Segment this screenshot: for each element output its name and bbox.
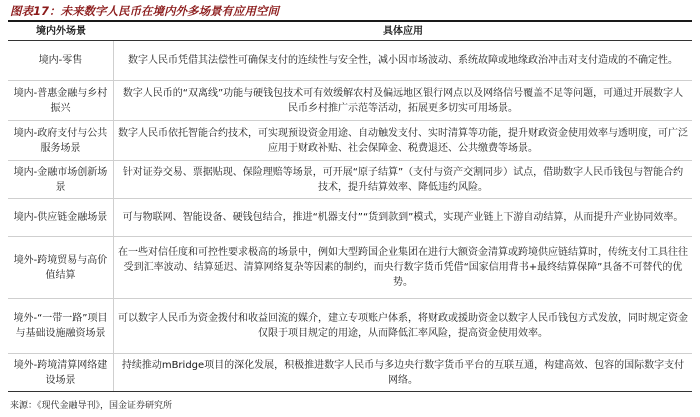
row-application: 在一些对信任度和可控性要求极高的场景中，例如大型跨国企业集团在进行大额资金清算或跨境供应链结算时，传统支付工具往往受到汇率波动、结算延迟、清算网络复杂等因素的制约，而央行数字货币凭借“国家信用背书+最终结算保障”具备不可替代的优势。 bbox=[118, 247, 688, 288]
row-scene: 境外-跨境清算网络建设场景 bbox=[8, 354, 114, 391]
table-row bbox=[8, 41, 692, 81]
row-scene: 境内-供应链金融场景 bbox=[8, 199, 114, 236]
row-scene: 境外-“一带一路”项目与基础设施融资场景 bbox=[8, 299, 114, 353]
row-application: 持续推动mBridge项目的深化发展，积极推进数字人民币与多边央行数字货币平台的互联互通，构建高效、包容的国际数字支付网络。 bbox=[121, 359, 685, 386]
row-application: 可以数字人民币为资金拨付和收益回流的媒介，建立专项账户体系，将财政或援助资金以数字人民币钱包方式发放，同时规定资金仅限于项目规定的用途，从而降低汇率风险，提高资金使用效率。 bbox=[118, 313, 688, 339]
table-row bbox=[8, 299, 692, 354]
title-rule bbox=[8, 20, 692, 22]
table-row bbox=[8, 199, 692, 237]
row-scene: 境外-跨境贸易与高价值结算 bbox=[8, 237, 114, 298]
source-note: 来源：《现代金融导刊》，国金证券研究所 bbox=[10, 401, 173, 411]
row-application: 数字人民币的“双离线”功能与硬钱包技术可有效缓解农村及偏远地区银行网点以及网络信号覆盖不足等问题，可通过开展数字人民币乡村推广示范等活动，拓展更多切实可用场景。 bbox=[122, 87, 684, 114]
table-row bbox=[8, 237, 692, 299]
row-application: 数字人民币凭借其法偿性可确保支付的连续性与安全性，减小因市场波动、系统故障或地缘政治冲击对支付造成的不确定性。 bbox=[128, 55, 678, 66]
row-application: 针对证券交易、票据贴现、保险理赔等场景，可开展“原子结算”（支付与资产交割同步）试点，借助数字人民币钱包与智能合约技术，提升结算效率、降低违约风险。 bbox=[122, 166, 684, 193]
table-row bbox=[8, 354, 692, 392]
table-row bbox=[8, 121, 692, 161]
row-scene: 境内-金融市场创新场景 bbox=[8, 161, 114, 198]
row-scene: 境内-政府支付与公共服务场景 bbox=[8, 121, 114, 160]
row-application: 数字人民币依托智能合约技术，可实现预设资金用途、自动触发支付、实时清算等功能，提升财政资金使用效率与透明度，可广泛应用于财政补贴、社会保障金、税费退还、公共缴费等场景。 bbox=[118, 127, 688, 154]
figure-title: 图表17：未来数字人民币在境内外多场景有应用空间 bbox=[10, 4, 280, 18]
header-application: 具体应用 bbox=[383, 26, 423, 37]
row-application: 可与物联网、智能设备、硬钱包结合，推进“机器支付”“货到款到”模式，实现产业链上下游自动结算，从而提升产业协同效率。 bbox=[122, 212, 684, 223]
header-scene: 境内外场景 bbox=[36, 26, 86, 37]
table-row bbox=[8, 81, 692, 121]
application-table bbox=[8, 24, 692, 392]
row-scene: 境内-零售 bbox=[8, 41, 114, 80]
table-row bbox=[8, 161, 692, 199]
table-header bbox=[8, 24, 692, 41]
row-scene: 境内-普惠金融与乡村振兴 bbox=[8, 81, 114, 120]
